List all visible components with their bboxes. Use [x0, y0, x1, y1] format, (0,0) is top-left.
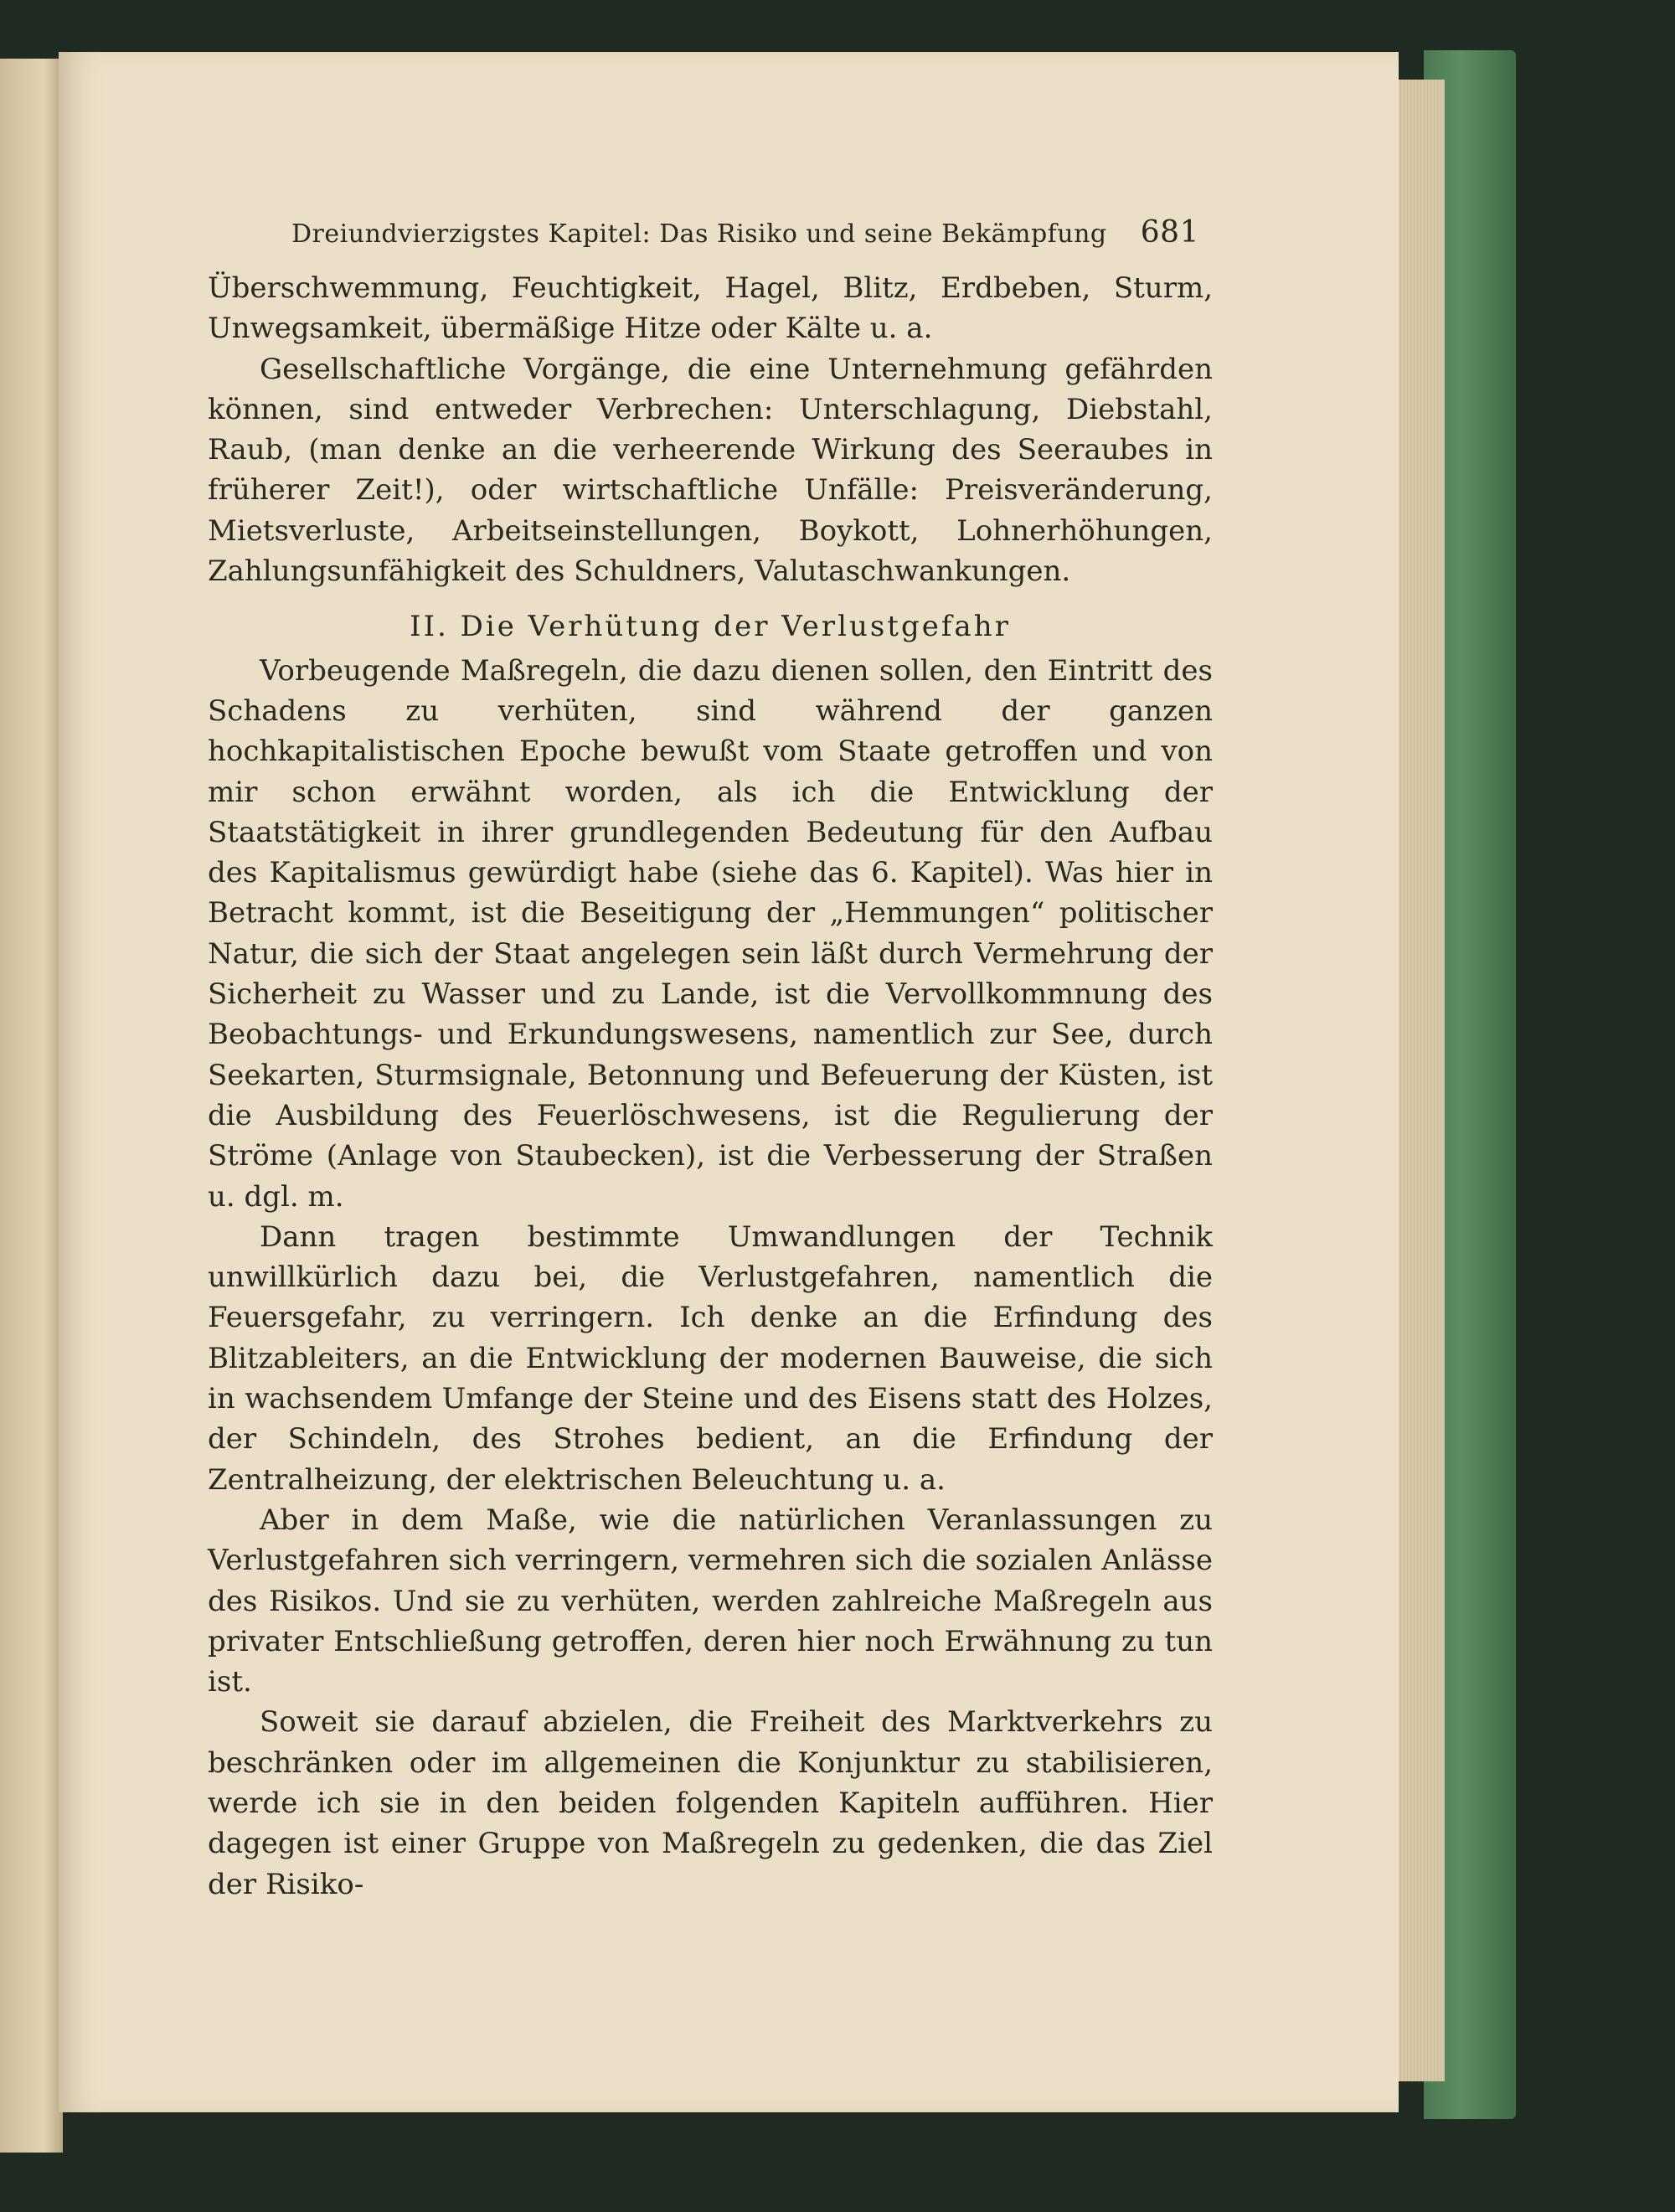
- facing-page-edge: [0, 59, 63, 2153]
- book-page: [59, 52, 1399, 2112]
- paragraph-market-measures: Soweit sie darauf abzielen, die Freiheit des Marktverkehrs zu beschränken oder im allgemeinen die Konjunktur zu stabilisieren, werde ich sie in den beiden folgenden Kapiteln aufführen. Hier dagegen ist einer Gruppe von Maßregeln zu gedenken, die das Ziel der Risiko-: [208, 1705, 1213, 1901]
- paragraph-social-events: Gesellschaftliche Vorgänge, die eine Unternehmung gefährden können, sind entweder Verbrechen: Unterschlagung, Diebstahl, Raub, (man denke an die verheerende Wirkung des Seeraubes in früherer Zeit!), oder wirtschaftliche Unfälle: Preisveränderung, Mietsverluste, Arbeitseinstellungen, Boykott, Lohnerhöhungen, Zahlungsunfähigkeit des Schuldners, Valutaschwankungen.: [208, 352, 1213, 589]
- section-heading: II. Die Verhütung der Verlustgefahr: [410, 610, 1011, 644]
- paragraph-social-risks: Aber in dem Maße, wie die natürlichen Veranlassungen zu Verlustgefahren sich verringern, vermehren sich die sozialen Anlässe des Risikos. Und sie zu verhüten, werden zahlreiche Maßregeln aus privater Entschließung getroffen, deren hier noch Erwähnung zu tun ist.: [208, 1503, 1213, 1699]
- paragraph-preventive-measures: Vorbeugende Maßregeln, die dazu dienen sollen, den Eintritt des Schadens zu verhüten, sind während der ganzen hochkapitalistischen Epoche bewußt vom Staate getroffen und von mir schon erwähnt worden, als ich die Entwicklung der Staatstätigkeit in ihrer grundlegenden Bedeutung für den Aufbau des Kapitalismus gewürdigt habe (siehe das 6. Kapitel). Was hier in Betracht kommt, ist die Beseitigung der „Hemmungen“ politischer Natur, die sich der Staat angelegen sein läßt durch Vermehrung der Sicherheit zu Wasser und zu Lande, ist die Vervollkommnung des Beobachtungs- und Erkundungswesens, namentlich zur See, durch Seekarten, Sturmsignale, Betonnung und Befeuerung der Küsten, ist die Ausbildung des Feuerlöschwesens, ist die Regulierung der Ströme (Anlage von Staubecken), ist die Verbesserung der Straßen u. dgl. m.: [208, 653, 1213, 1214]
- running-title: Dreiundvierzigstes Kapitel: Das Risiko und seine Bekämpfung: [291, 219, 1107, 249]
- paragraph-technology: Dann tragen bestimmte Umwandlungen der Technik unwillkürlich dazu bei, die Verlustgefahren, namentlich die Feuersgefahr, zu verringern. Ich denke an die Erfindung des Blitzableiters, an die Entwicklung der modernen Bauweise, die sich in wachsendem Umfange der Steine und des Eisens statt des Holzes, der Schindeln, des Strohes bedient, an die Erfindung der Zentralheizung, der elektrischen Beleuchtung u. a.: [208, 1219, 1213, 1497]
- running-header: [291, 215, 1213, 268]
- page-number: 681: [1140, 215, 1199, 250]
- text-block: [208, 215, 1213, 1905]
- paragraph-continuation: Überschwemmung, Feuchtigkeit, Hagel, Blitz, Erdbeben, Sturm, Unwegsamkeit, übermäßige Hitze oder Kälte u. a.: [208, 271, 1213, 346]
